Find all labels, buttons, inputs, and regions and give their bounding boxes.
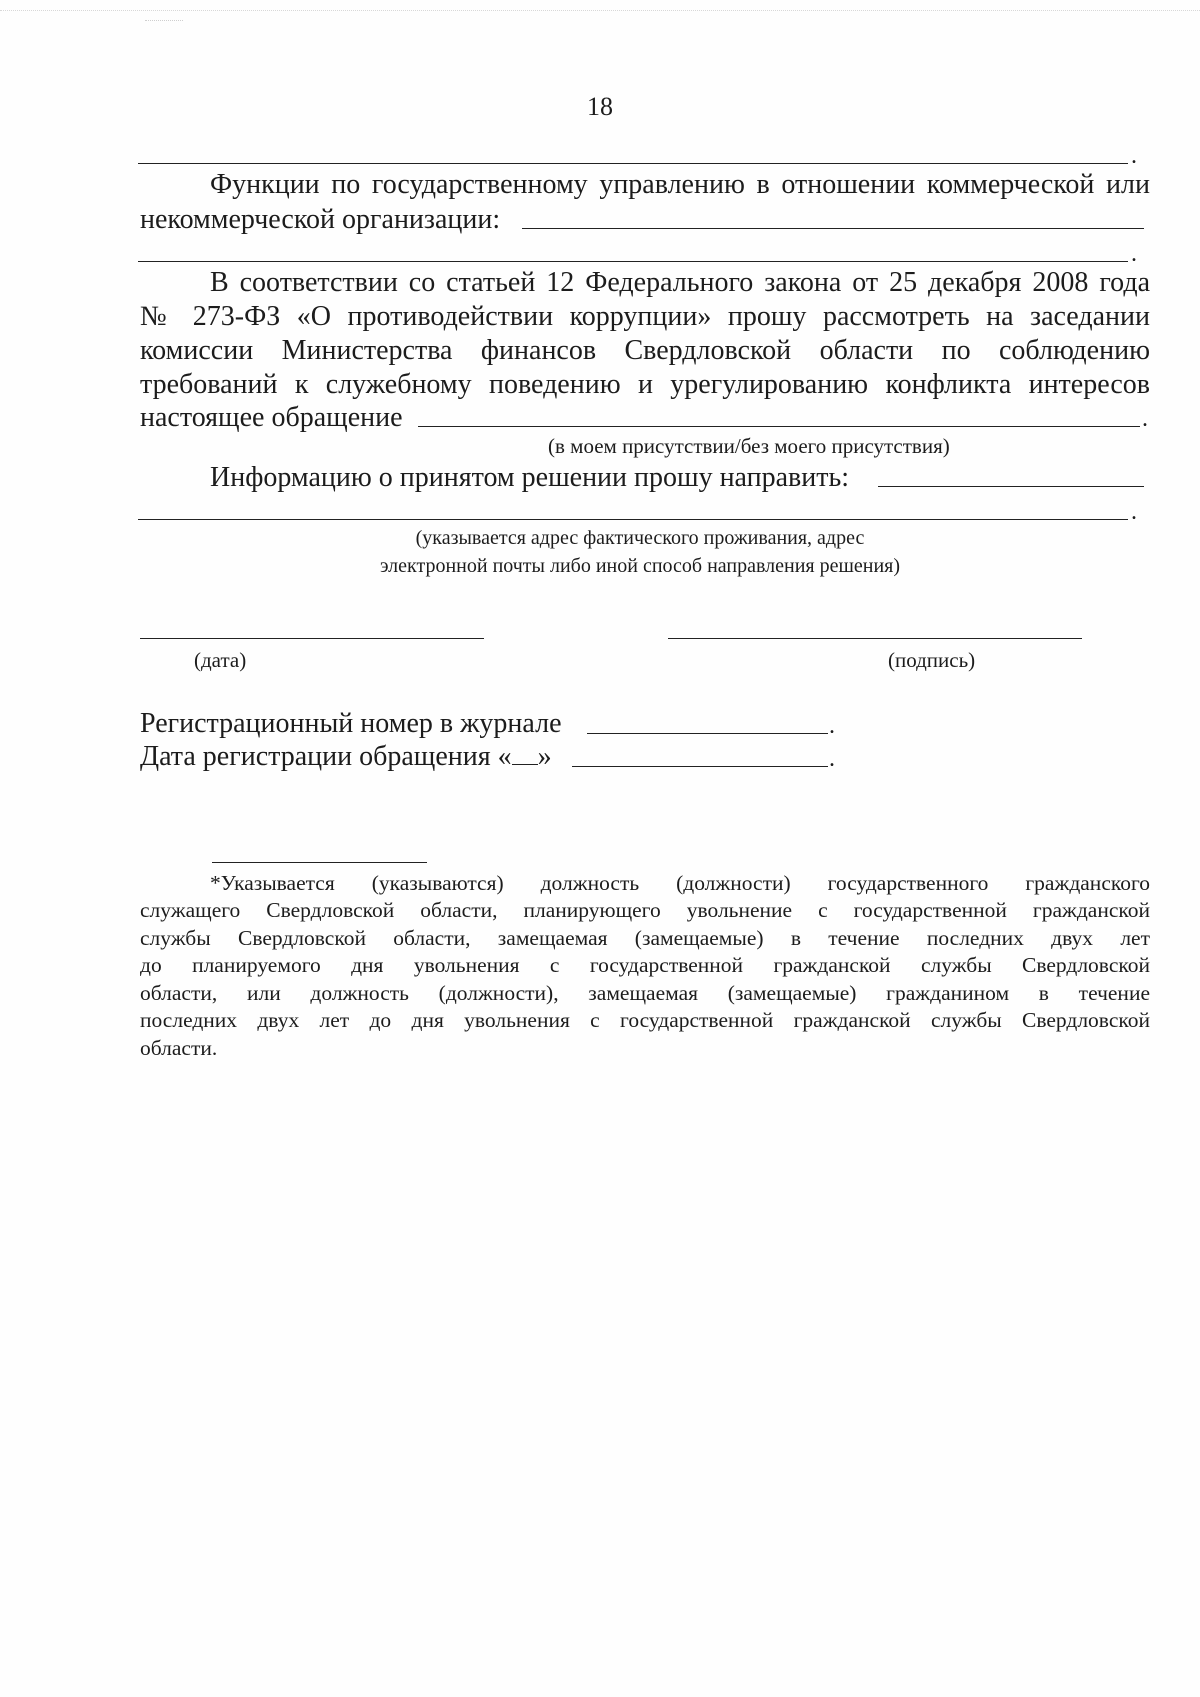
- registration-date-blank: [572, 766, 828, 767]
- request-paragraph-line-5: настоящее обращение: [140, 402, 403, 433]
- signature-caption: (подпись): [888, 648, 976, 672]
- date-signature-line: [140, 638, 484, 639]
- functions-paragraph-line-2: некоммерческой организации:: [140, 204, 501, 235]
- registration-day-blank: [512, 742, 538, 765]
- footnote-line-4: до планируемого дня увольнения с государственной гражданской службы Свердловской: [140, 953, 1150, 977]
- footnote-line-1: *Указывается (указываются) должность (должности) государственного гражданского: [210, 871, 1150, 895]
- footnote-line-5: области, или должность (должности), замещаемая (замещаемые) гражданином в течение: [140, 981, 1150, 1005]
- signature-line: [668, 638, 1082, 639]
- info-blank-dot: .: [1131, 499, 1137, 525]
- functions-blank-continued: [138, 261, 1128, 262]
- page-number: 18: [587, 92, 613, 121]
- functions-paragraph-line-1: Функции по государственному управлению в отношении коммерческой или: [210, 169, 1150, 200]
- request-paragraph-line-3: комиссии Министерства финансов Свердловской области по соблюдению: [140, 335, 1150, 366]
- blank-line-top-dot: .: [1131, 143, 1137, 169]
- footnote-line-6: последних двух лет до дня увольнения с государственной гражданской службы Свердловской: [140, 1008, 1150, 1032]
- request-paragraph-line-1: В соответствии со статьей 12 Федерального закона от 25 декабря 2008 года: [210, 267, 1150, 298]
- footnote-separator: [212, 862, 427, 863]
- address-hint-line-1: (указывается адрес фактического проживания, адрес: [415, 527, 865, 549]
- footnote-line-3: службы Свердловской области, замещаемая (замещаемые) в течение последних двух лет: [140, 926, 1150, 950]
- presence-hint: (в моем присутствии/без моего присутствия): [548, 434, 950, 458]
- info-blank-continued: [138, 519, 1128, 520]
- registration-number-label: Регистрационный номер в журнале: [140, 708, 562, 739]
- scan-edge-artifact: [0, 10, 1200, 11]
- blank-line-top: [138, 163, 1128, 164]
- request-paragraph-line-4: требований к служебному поведению и урегулированию конфликта интересов: [140, 369, 1150, 400]
- date-caption: (дата): [194, 648, 247, 672]
- registration-date-label-end: »: [537, 741, 552, 772]
- scan-mark-artifact: [145, 20, 183, 21]
- registration-number-blank: [587, 733, 828, 734]
- footnote-line-7: области.: [140, 1036, 218, 1060]
- footnote-line-2: служащего Свердловской области, планирующего увольнение с государственной гражданской: [140, 898, 1150, 922]
- presence-blank: [418, 426, 1140, 427]
- info-paragraph-line-1: Информацию о принятом решении прошу направить:: [210, 462, 850, 493]
- presence-blank-dot: .: [1142, 406, 1148, 432]
- registration-date-label-start: Дата регистрации обращения «: [140, 741, 512, 772]
- functions-blank-dot: .: [1131, 241, 1137, 267]
- registration-date-label: [140, 740, 552, 774]
- info-blank: [878, 486, 1144, 487]
- registration-number-dot: .: [829, 713, 835, 739]
- registration-date-dot: .: [829, 746, 835, 772]
- functions-blank: [522, 228, 1144, 229]
- address-hint-line-2: электронной почты либо иной способ направления решения): [379, 555, 901, 577]
- request-paragraph-line-2: № 273-ФЗ «О противодействии коррупции» прошу рассмотреть на заседании: [140, 301, 1150, 332]
